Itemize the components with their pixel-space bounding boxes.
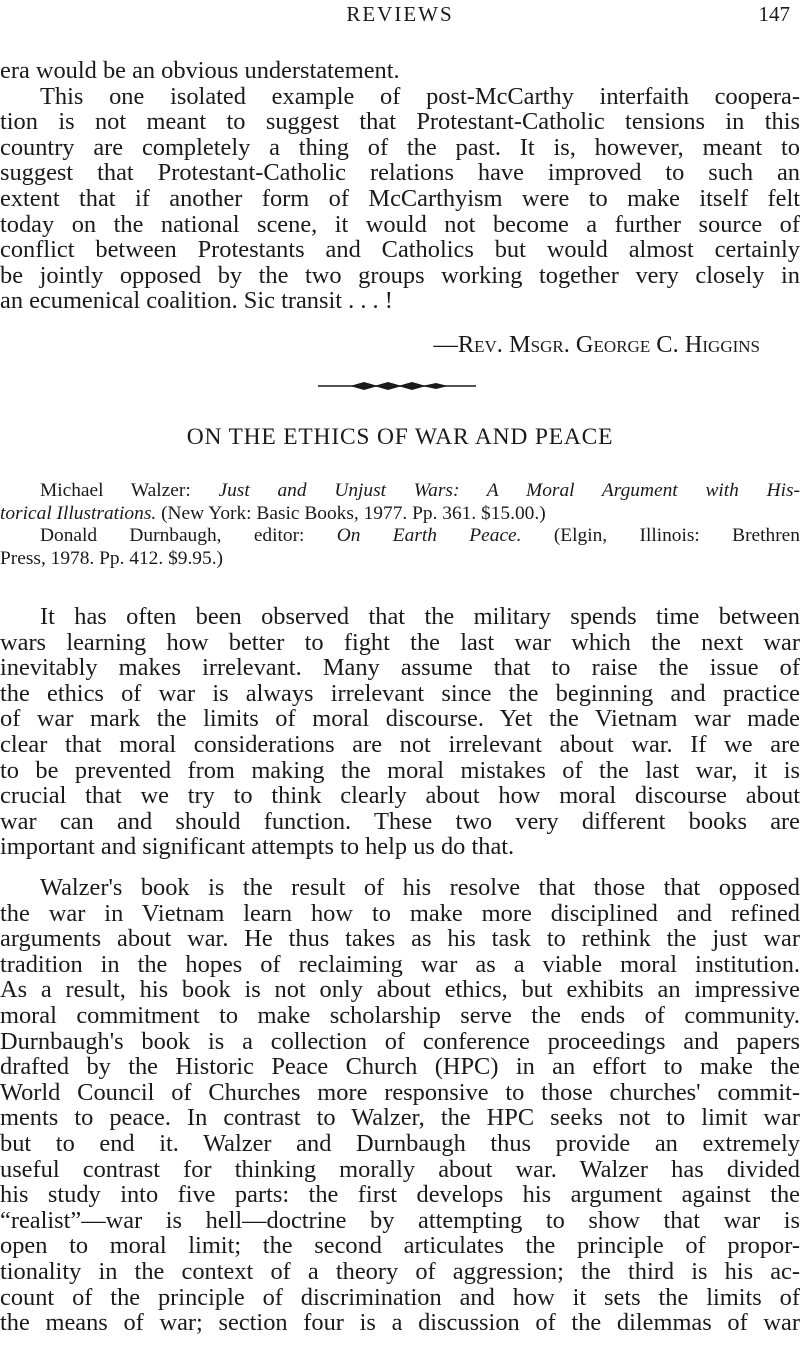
text-line: tionality in the context of a theory of aggression; the third is his ac- [0, 1258, 800, 1285]
text-line: an ecumenical coalition. Sic transit . . . ! [0, 288, 393, 314]
text-line: wars learning how better to fight the last war which the next war [0, 629, 800, 656]
text-line: the ethics of war is always irrelevant since the beginning and practice [0, 680, 800, 707]
review-title: ON THE ETHICS OF WAR AND PEACE [186, 424, 614, 450]
text-line: count of the principle of discrimination and how it sets the limits of [0, 1284, 800, 1311]
text-line: open to moral limit; the second articulates the principle of propor- [0, 1233, 800, 1259]
text-line: to be prevented from making the moral mistakes of the last war, it is [0, 757, 800, 784]
section-divider-ornament [0, 372, 800, 400]
citation-title: On Earth Peace. [336, 525, 522, 547]
citation-title: Just and Unjust Wars: A Moral Argument with His- [218, 480, 800, 501]
text-line: useful contrast for thinking morally about war. Walzer has divided [0, 1156, 800, 1183]
text-line: crucial that we try to think clearly about how moral discourse about [0, 783, 800, 809]
page-number: 147 [758, 2, 790, 26]
text-line: Walzer's book is the result of his resolve that those that opposed [40, 875, 800, 901]
text-line: ments to peace. In contrast to Walzer, the HPC seeks not to limit war [0, 1105, 800, 1131]
text-line: the means of war; section four is a discussion of the dilemmas of war [0, 1310, 800, 1336]
reviewer-signature: —Rev. Msgr. George C. Higgins [433, 331, 760, 358]
running-title: REVIEWS [346, 2, 454, 26]
text-line: tion is not meant to suggest that Protestant-Catholic tensions in this [0, 109, 800, 135]
citation-line [0, 480, 800, 503]
text-line: country are completely a thing of the past. It is, however, meant to [0, 134, 800, 161]
text-line: the war in Vietnam learn how to make more disciplined and refined [0, 900, 800, 927]
review-paragraph-1 [0, 604, 800, 860]
citation-line [0, 525, 800, 548]
text-line: moral commitment to make scholarship serve the ends of community. [0, 1002, 800, 1029]
text-line: be jointly opposed by the two groups working together very closely in [0, 262, 800, 289]
text-line: Durnbaugh's book is a collection of conference proceedings and papers [0, 1028, 800, 1055]
text-line: conflict between Protestants and Catholics but would almost certainly [0, 237, 800, 263]
citation-author: Michael Walzer: [40, 480, 191, 501]
text-line: suggest that Protestant-Catholic relations have improved to such an [0, 160, 800, 186]
citation-line [0, 503, 800, 526]
text-line: today on the national scene, it would not become a further source of [0, 211, 800, 238]
text-line: tradition in the hopes of reclaiming war as a viable moral institution. [0, 951, 800, 978]
citation-details: (Elgin, Illinois: Brethren [553, 525, 800, 547]
text-line: but to end it. Walzer and Durnbaugh thus provide an extremely [0, 1130, 800, 1157]
text-line: It has often been observed that the military spends time between [40, 604, 800, 630]
citation-line [0, 548, 800, 571]
text-line: clear that moral considerations are not irrelevant about war. If we are [0, 731, 800, 758]
text-line: era would be an obvious understatement. [0, 58, 400, 84]
text-line: war can and should function. These two very different books are [0, 808, 800, 835]
text-line: of war mark the limits of moral discourse. Yet the Vietnam war made [0, 706, 800, 732]
text-line: inevitably makes irrelevant. Many assume that to raise the issue of [0, 655, 800, 681]
text-line: drafted by the Historic Peace Church (HPC) in an effort to make the [0, 1054, 800, 1080]
text-line: arguments about war. He thus takes as his task to rethink the just war [0, 926, 800, 952]
review-paragraph-2 [0, 875, 800, 1336]
text-line: As a result, his book is not only about ethics, but exhibits an impressive [0, 977, 800, 1003]
citation-details: Press, 1978. Pp. 412. $9.95.) [0, 547, 224, 569]
text-line: World Council of Churches more responsive to those churches' commit- [0, 1079, 800, 1106]
text-line: extent that if another form of McCarthyism were to make itself felt [0, 185, 800, 212]
citation-author: Donald Durnbaugh, editor: [40, 525, 305, 547]
text-line: This one isolated example of post-McCarthy interfaith coopera- [40, 83, 800, 110]
book-citations [0, 480, 800, 570]
previous-review-text [0, 58, 800, 314]
running-head [0, 0, 800, 28]
text-line: his study into five parts: the first develops his argument against the [0, 1182, 800, 1208]
citation-details: (New York: Basic Books, 1977. Pp. 361. $15.00.) [161, 502, 546, 524]
text-line: “realist”—war is hell—doctrine by attempting to show that war is [0, 1207, 800, 1234]
text-line: important and significant attempts to help us do that. [0, 834, 515, 860]
citation-title: torical Illustrations. [0, 502, 157, 524]
